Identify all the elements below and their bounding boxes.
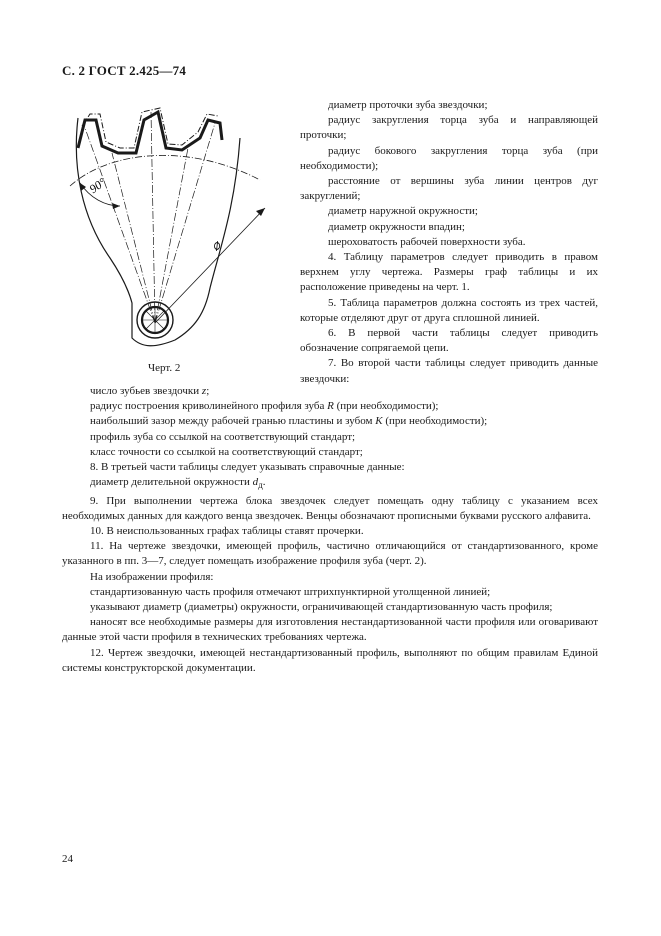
diameter-label: ⌀	[207, 237, 224, 254]
tooth-profile-thick	[78, 112, 222, 153]
paragraph: шероховатость рабочей поверхности зуба.	[328, 235, 526, 248]
paragraph: стандартизованную часть профиля отмечают штрихпунктирной утолщенной линией;	[90, 585, 491, 598]
paragraph: наибольший зазор между рабочей гранью пластины и зубом K (при необходимости);	[90, 415, 488, 428]
paragraph: 6. В первой части таблицы следует приводить обозначение сопрягаемой цепи.	[300, 327, 598, 355]
paragraph: радиус бокового закругления торца зуба (при необходимости);	[300, 144, 598, 172]
figure-caption: Черт. 2	[148, 362, 181, 374]
paragraph: диаметр наружной окружности;	[328, 205, 478, 218]
paragraph: указывают диаметр (диаметры) окружности, ограничивающей стандартизованную часть профиля;	[90, 601, 553, 614]
paragraph: 8. В третьей части таблицы следует указывать справочные данные:	[90, 461, 405, 474]
paragraph: 7. Во второй части таблицы следует приводить данные звездочки:	[300, 357, 598, 385]
paragraph: число зубьев звездочки z;	[90, 385, 210, 397]
right-column-text	[300, 98, 598, 387]
paragraph: диаметр окружности впадин;	[328, 220, 465, 233]
paragraph: профиль зуба со ссылкой на соответствующий стандарт;	[90, 430, 356, 443]
sprocket-profile-drawing	[60, 98, 290, 378]
sprocket-body-outline	[76, 118, 240, 346]
page-number: 24	[62, 853, 73, 865]
paragraph: 12. Чертеж звездочки, имеющей нестандартизованный профиль, выполняют по общим правилам Единой системы конструкторской документации.	[62, 646, 598, 674]
paragraph: диаметр делительной окружности $d_д$.	[90, 476, 266, 491]
paragraph: класс точности со ссылкой на соответствующий стандарт;	[90, 445, 363, 458]
angle-label: 90°	[86, 174, 109, 197]
paragraph: радиус закругления торца зуба и направляющей проточки;	[300, 114, 598, 142]
paragraph: На изображении профиля:	[90, 570, 214, 583]
paragraph: наносят все необходимые размеры для изготовления нестандартизованной части профиля или оговаривают данные этой части профиля в технических требованиях чертежа.	[62, 616, 598, 644]
paragraph: 9. При выполнении чертежа блока звездочек следует помещать одну таблицу с указанием всех необходимых данных для каждого венца звездочек. Венцы обозначают прописными буквами русского алфавита.	[62, 494, 598, 522]
paragraph: 4. Таблицу параметров следует приводить в правом верхнем углу чертежа. Размеры граф таблицы и их расположение приведены на черт. 1.	[300, 251, 598, 294]
paragraph: расстояние от вершины зуба линии центров дуг закруглений;	[300, 175, 598, 203]
paragraph: 5. Таблица параметров должна состоять из трех частей, которые отделяют друг от друга сплошной линией.	[300, 296, 598, 324]
paragraph: 10. В неиспользованных графах таблицы ставят прочерки.	[90, 525, 364, 538]
paragraph: диаметр проточки зуба звездочки;	[328, 99, 488, 111]
page-header: С. 2 ГОСТ 2.425—74	[62, 63, 187, 78]
full-width-text	[62, 384, 598, 676]
paragraph: 11. На чертеже звездочки, имеющей профиль, частично отличающийся от стандартизованного, кроме указанного в пп. 3—7, следует помещать изображение профиля зуба (черт. 2).	[62, 540, 598, 568]
paragraph: радиус построения криволинейного профиля зуба R (при необходимости);	[90, 400, 439, 413]
